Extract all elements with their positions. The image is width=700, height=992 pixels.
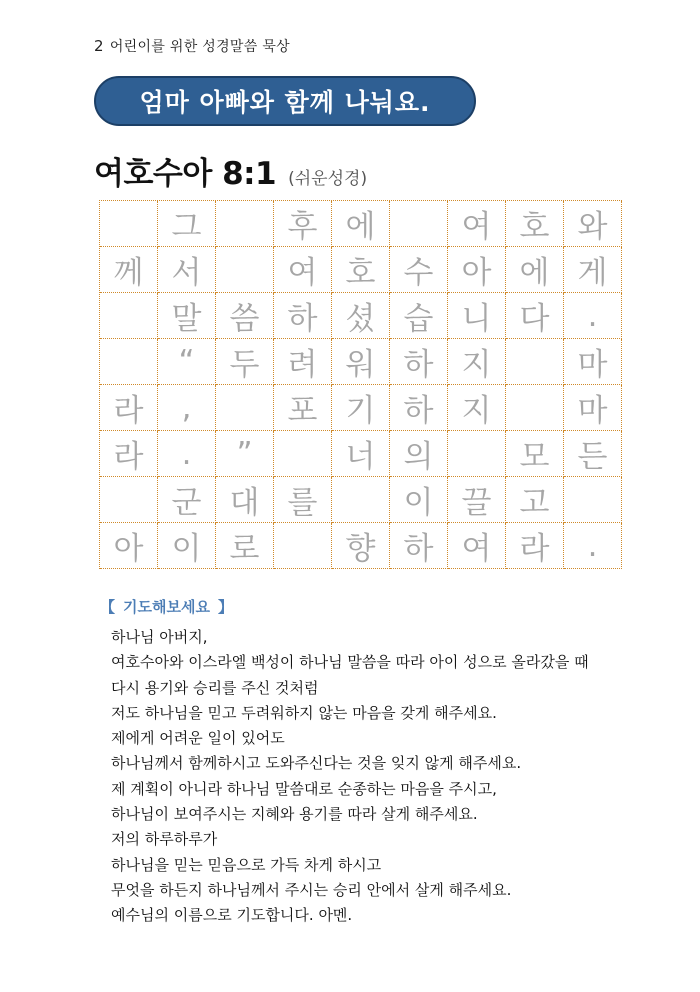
grid-cell: 호 (506, 201, 564, 247)
grid-cell: 라 (100, 431, 158, 477)
grid-cell: 습 (390, 293, 448, 339)
grid-cell: 아 (100, 523, 158, 569)
grid-cell: “ (158, 339, 216, 385)
grid-cell: ” (216, 431, 274, 477)
grid-cell: 끌 (448, 477, 506, 523)
grid-cell: 에 (506, 247, 564, 293)
grid-cell: 에 (332, 201, 390, 247)
grid-cell: 대 (216, 477, 274, 523)
grid-cell: 니 (448, 293, 506, 339)
grid-cell: 워 (332, 339, 390, 385)
grid-cell: 군 (158, 477, 216, 523)
grid-cell: 지 (448, 339, 506, 385)
grid-cell: 두 (216, 339, 274, 385)
book-title: 어린이를 위한 성경말씀 묵상 (109, 39, 290, 55)
grid-cell: 여 (274, 247, 332, 293)
grid-cell: 의 (390, 431, 448, 477)
grid-cell (506, 339, 564, 385)
grid-cell: . (158, 431, 216, 477)
grid-cell (448, 431, 506, 477)
grid-cell: 려 (274, 339, 332, 385)
grid-cell: 께 (100, 247, 158, 293)
grid-cell: 여 (448, 201, 506, 247)
banner-title: 엄마 아빠와 함께 나눠요. (139, 88, 431, 117)
verse-reference-block (94, 148, 367, 193)
grid-cell: 게 (564, 247, 622, 293)
grid-cell: 셨 (332, 293, 390, 339)
running-header (94, 36, 290, 56)
grid-cell: 기 (332, 385, 390, 431)
grid-cell (216, 247, 274, 293)
grid-cell: 이 (158, 523, 216, 569)
grid-cell (506, 385, 564, 431)
prayer-line: 다시 용기와 승리를 주신 것처럼 (111, 678, 319, 697)
grid-cell: 다 (506, 293, 564, 339)
grid-cell: 후 (274, 201, 332, 247)
grid-cell: 로 (216, 523, 274, 569)
grid-cell: . (564, 293, 622, 339)
open-bracket: 【 (100, 598, 116, 616)
section-banner (94, 76, 476, 126)
grid-cell: 지 (448, 385, 506, 431)
grid-cell: 라 (506, 523, 564, 569)
grid-cell: 와 (564, 201, 622, 247)
grid-cell: , (158, 385, 216, 431)
grid-cell (100, 201, 158, 247)
prayer-line: 하나님 아버지, (111, 628, 208, 646)
grid-cell: 마 (564, 339, 622, 385)
prayer-heading (100, 596, 233, 617)
grid-cell: 호 (332, 247, 390, 293)
grid-cell (100, 477, 158, 523)
grid-cell: 여 (448, 523, 506, 569)
prayer-line: 하나님이 보여주시는 지혜와 용기를 따라 살게 해주세요. (111, 805, 478, 824)
grid-cell (564, 477, 622, 523)
grid-cell: 마 (564, 385, 622, 431)
grid-cell: 모 (506, 431, 564, 477)
verse-reference: 여호수아 8:1 (94, 156, 277, 192)
grid-cell (216, 201, 274, 247)
grid-cell: 라 (100, 385, 158, 431)
grid-cell: 아 (448, 247, 506, 293)
prayer-line: 하나님을 믿는 믿음으로 가득 차게 하시고 (111, 855, 382, 874)
grid-cell: 든 (564, 431, 622, 477)
copywork-grid (99, 200, 622, 569)
grid-cell: 를 (274, 477, 332, 523)
prayer-line: 하나님께서 함께하시고 도와주신다는 것을 잊지 않게 해주세요. (111, 754, 522, 773)
grid-cell: 이 (390, 477, 448, 523)
prayer-line: 제 계획이 아니라 하나님 말씀대로 순종하는 마음을 주시고, (111, 779, 497, 798)
grid-cell: . (564, 523, 622, 569)
grid-cell (274, 523, 332, 569)
prayer-line: 무엇을 하든지 하나님께서 주시는 승리 안에서 살게 해주세요. (111, 880, 512, 899)
grid-cell (274, 431, 332, 477)
grid-cell: 하 (390, 385, 448, 431)
grid-cell: 너 (332, 431, 390, 477)
grid-cell (332, 477, 390, 523)
grid-cell (100, 293, 158, 339)
grid-cell: 하 (390, 523, 448, 569)
page-number: 2 (94, 37, 104, 55)
grid-cell: 향 (332, 523, 390, 569)
grid-cell: 그 (158, 201, 216, 247)
grid-cell (390, 201, 448, 247)
grid-cell: 하 (390, 339, 448, 385)
grid-cell: 포 (274, 385, 332, 431)
grid-cell: 말 (158, 293, 216, 339)
prayer-line: 예수님의 이름으로 기도합니다. 아멘. (111, 906, 353, 925)
prayer-title: 기도해보세요 (123, 598, 210, 616)
prayer-line: 저도 하나님을 믿고 두려워하지 않는 마음을 갖게 해주세요. (111, 703, 497, 722)
prayer-line: 저의 하루하루가 (111, 830, 218, 849)
grid-cell (216, 385, 274, 431)
bible-version: (쉬운성경) (288, 169, 368, 189)
prayer-line: 제에게 어려운 일이 있어도 (111, 729, 285, 748)
grid-cell: 씀 (216, 293, 274, 339)
grid-cell: 수 (390, 247, 448, 293)
close-bracket: 】 (217, 598, 233, 616)
grid-cell (100, 339, 158, 385)
prayer-text (111, 625, 589, 929)
grid-cell: 하 (274, 293, 332, 339)
prayer-line: 여호수아와 이스라엘 백성이 하나님 말씀을 따라 아이 성으로 올라갔을 때 (111, 653, 589, 672)
grid-cell: 서 (158, 247, 216, 293)
grid-cell: 고 (506, 477, 564, 523)
